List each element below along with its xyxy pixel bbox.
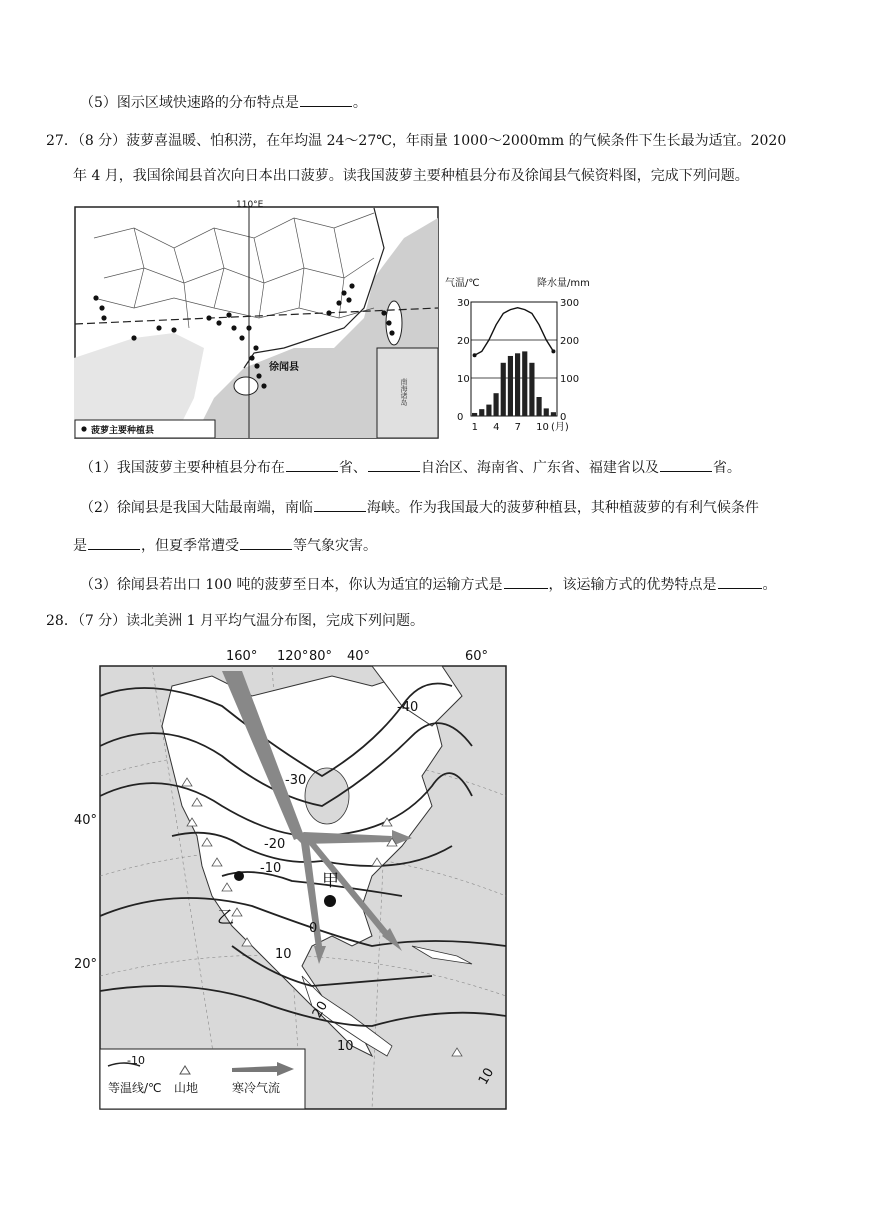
q27-3-text-b: ，该运输方式的优势特点是 [548, 577, 717, 593]
q27-3-line [80, 574, 777, 594]
q27-stem-line2: 年 4 月，我国徐闻县首次向日本出口菠萝。读我国菠萝主要种植县分布及徐闻县气候资料图，完成下列问题。 [73, 168, 749, 184]
temperature-point [473, 353, 477, 357]
answer-blank[interactable] [504, 576, 548, 589]
legend-label: 菠萝主要种植县 [91, 426, 155, 436]
q27-2-text-b: 海峡。作为我国最大的菠萝种植县，其种植菠萝的有利气候条件 [366, 500, 759, 516]
xuwen-climate-chart [445, 275, 605, 440]
lon-label-60: 60° [465, 649, 489, 664]
precip-bar [537, 397, 542, 416]
isotherm-label: 20 [309, 998, 332, 1021]
precip-bar [486, 405, 491, 416]
q27-1-line [80, 457, 741, 477]
month-tick-label: 10 [536, 422, 549, 433]
answer-blank[interactable] [314, 499, 366, 512]
lon-label-110e: 110°E [236, 200, 264, 210]
precip-bar [501, 363, 506, 416]
inset-label: 南海诸岛 [400, 378, 408, 406]
q27-2-text-a: （2）徐闻县是我国大陆最南端，南临 [80, 500, 313, 516]
q27-1-text-c: 自治区、海南省、广东省、福建省以及 [420, 460, 659, 476]
isotherm-label: -30 [285, 773, 307, 788]
isotherm-label: -40 [397, 700, 419, 715]
precip-bar [515, 353, 520, 416]
answer-blank[interactable] [240, 537, 292, 550]
q27-2-text-c: 是 [73, 538, 87, 554]
q27-3-text-c: 。 [762, 577, 777, 593]
answer-blank[interactable] [718, 576, 762, 589]
lat-label-40: 40° [74, 813, 98, 828]
isotherm-label: 10 [337, 1039, 354, 1054]
point-yi-marker [234, 871, 244, 881]
isotherm-label: -20 [264, 837, 286, 852]
answer-blank[interactable] [300, 94, 352, 107]
lon-label-120: 120° [277, 649, 309, 664]
precip-bar [472, 413, 477, 416]
q27-1-text-d: 省。 [712, 460, 741, 476]
temperature-point [551, 349, 555, 353]
q27-2-line2 [73, 535, 377, 555]
legend-isotherm-label: 等温线/℃ [108, 1081, 162, 1095]
climate-frame [471, 302, 557, 416]
lon-label-40: 40° [347, 649, 371, 664]
month-tick-label: 1 [471, 422, 478, 433]
precip-bar [494, 393, 499, 416]
precip-bar [508, 356, 513, 416]
temp-axis-label: 气温/℃ [445, 278, 480, 289]
q27-2-text-d: ，但夏季常遭受 [141, 538, 239, 554]
lon-label-160: 160° [226, 649, 258, 664]
legend-dot-icon [81, 426, 86, 431]
temp-tick-label: 30 [457, 298, 470, 309]
month-unit-label: (月) [551, 422, 569, 433]
month-tick-label: 7 [514, 422, 521, 433]
point-jia-marker [324, 895, 336, 907]
temp-tick-label: 10 [457, 374, 470, 385]
isotherm-label: 10 [475, 1065, 498, 1088]
q27-stem-line1: 27．（8 分）菠萝喜温暖、怕积涝，在年均温 24～27℃，年雨量 1000～2000mm 的气候条件下生长最为适宜。2020 [46, 133, 787, 149]
precip-bar [544, 408, 549, 416]
q27-1-text-b: 省、 [338, 460, 367, 476]
q27-2-text-e: 等气象灾害。 [293, 538, 377, 554]
lon-label-80: 80° [309, 649, 333, 664]
isotherm-label: 0 [309, 921, 318, 936]
lat-label-20: 20° [74, 957, 98, 972]
precip-tick-label: 0 [560, 412, 567, 423]
q26-5-line [80, 92, 367, 112]
precip-tick-label: 200 [560, 336, 580, 347]
point-yi-label: 乙 [217, 908, 234, 928]
point-jia-label: 甲 [322, 871, 339, 891]
q28-stem: 28．（7 分）读北美洲 1 月平均气温分布图，完成下列问题。 [46, 613, 424, 629]
legend-mountain-label: 山地 [174, 1081, 199, 1095]
precip-bar [479, 409, 484, 416]
q27-1-text-a: （1）我国菠萝主要种植县分布在 [80, 460, 285, 476]
precip-tick-label: 100 [560, 374, 580, 385]
xuwen-label: 徐闻县 [269, 362, 299, 373]
precip-bar [551, 412, 556, 416]
pineapple-distribution-map [74, 198, 440, 440]
temperature-line [475, 308, 554, 356]
temp-tick-label: 0 [457, 412, 464, 423]
legend-isotherm-value: -10 [127, 1054, 145, 1067]
precip-bar [529, 363, 534, 416]
temp-tick-label: 20 [457, 336, 470, 347]
q26-5-suffix: 。 [352, 95, 367, 111]
precip-tick-label: 300 [560, 298, 580, 309]
q26-5-text: （5）图示区域快速路的分布特点是 [80, 95, 299, 111]
answer-blank[interactable] [368, 459, 420, 472]
legend-coldflow-label: 寒冷气流 [232, 1081, 281, 1095]
precip-axis-label: 降水量/mm [537, 278, 590, 289]
isotherm-label: -10 [260, 861, 282, 876]
q27-2-line1 [80, 497, 759, 517]
answer-blank[interactable] [88, 537, 140, 550]
answer-blank[interactable] [660, 459, 712, 472]
answer-blank[interactable] [286, 459, 338, 472]
isotherm-label: 10 [275, 947, 292, 962]
month-tick-label: 4 [493, 422, 500, 433]
q27-3-text-a: （3）徐闻县若出口 100 吨的菠萝至日本，你认为适宜的运输方式是 [80, 577, 503, 593]
precip-bar [522, 351, 527, 416]
north-america-january-temperature-map [72, 646, 512, 1114]
